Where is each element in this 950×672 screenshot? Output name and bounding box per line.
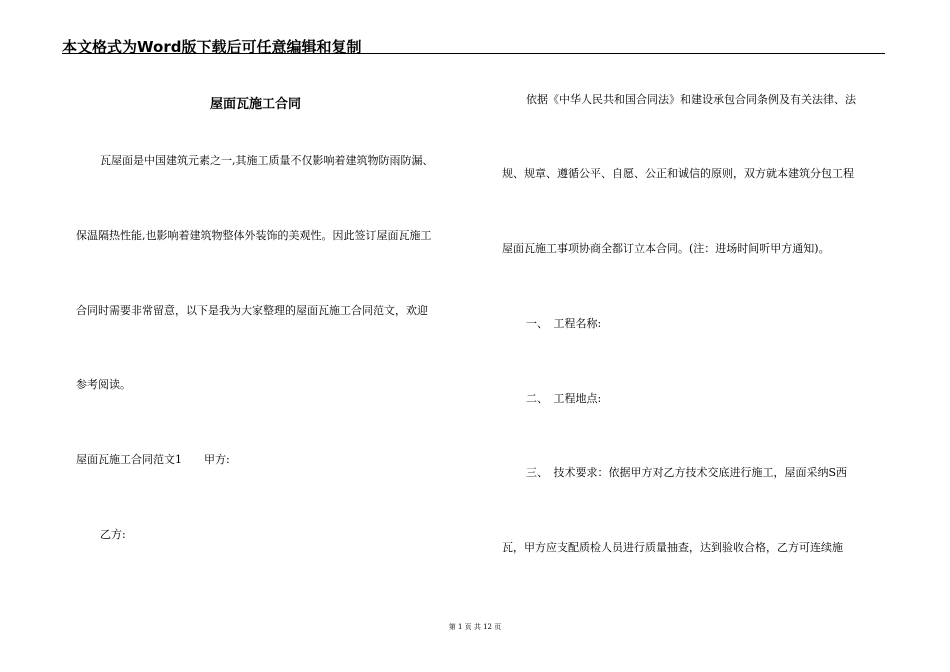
left-paragraph-line: 合同时需要非常留意，以下是我为大家整理的屋面瓦施工合同范文，欢迎: [76, 304, 428, 317]
contract-sample-heading: 屋面瓦施工合同范文1 甲方:: [76, 453, 230, 466]
header-divider: [62, 53, 885, 54]
project-name-item: 一、 工程名称:: [526, 317, 602, 330]
left-paragraph-line: 参考阅读。: [76, 378, 131, 391]
document-header-banner: 本文格式为Word版下载后可任意编辑和复制: [62, 38, 362, 56]
document-title: 屋面瓦施工合同: [210, 97, 302, 112]
page-number-footer: 第 1 页 共 12 页: [448, 623, 502, 631]
project-location-item: 二、 工程地点:: [526, 392, 602, 405]
left-paragraph-line: 瓦屋面是中国建筑元素之一,其施工质量不仅影响着建筑物防雨防漏、: [100, 154, 434, 167]
technical-requirements-item: 三、 技术要求：依据甲方对乙方技术交底进行施工，屋面采纳S西: [526, 466, 848, 479]
party-b-line: 乙方:: [100, 528, 126, 541]
right-paragraph-line: 瓦，甲方应支配质检人员进行质量抽查，达到验收合格，乙方可连续施: [502, 541, 843, 554]
left-paragraph-line: 保温隔热性能,也影响着建筑物整体外装饰的美观性。因此签订屋面瓦施工: [76, 229, 432, 242]
right-paragraph-line: 屋面瓦施工事项协商全都订立本合同。(注：进场时间听甲方通知)。: [502, 242, 830, 255]
right-paragraph-line: 依据《中华人民共和国合同法》和建设承包合同条例及有关法律、法: [526, 93, 856, 106]
right-paragraph-line: 规、规章、遵循公平、自愿、公正和诚信的原则，双方就本建筑分包工程: [502, 167, 854, 180]
